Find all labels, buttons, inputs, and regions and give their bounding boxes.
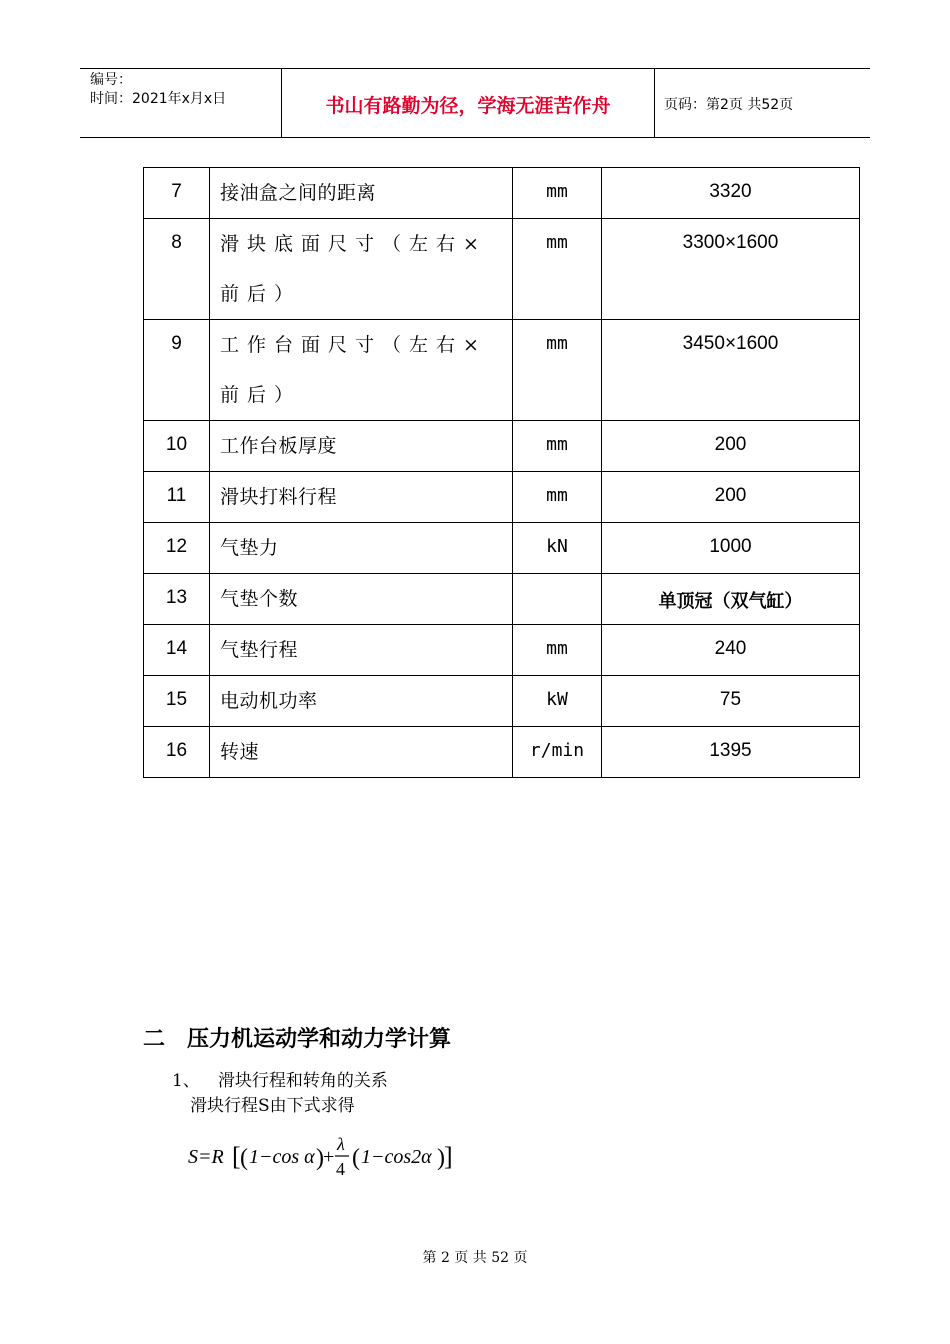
time-label: 时间：2021年x月x日 [90,91,227,107]
table-row [144,472,860,523]
row-name: 滑块底面尺寸（左右×前后） [210,219,513,320]
spec-table [143,167,860,778]
row-value: 3320 [602,168,860,219]
formula-lhs: S=R [188,1146,224,1168]
formula-term2: 1−cos2α [361,1146,432,1168]
formula-bracket-close: ] [444,1142,453,1171]
row-name: 气垫行程 [210,625,513,676]
table-row [144,676,860,727]
subsection-number: 1、 [172,1071,200,1091]
row-unit: mm [513,625,602,676]
row-unit: kW [513,676,602,727]
row-value: 200 [602,472,860,523]
subsection-title: 滑块行程和转角的关系 [217,1071,388,1091]
formula-paren-open: ( [240,1145,248,1171]
row-number: 7 [144,168,210,219]
row-unit: mm [513,472,602,523]
row-number: 16 [144,727,210,778]
row-name: 气垫力 [210,523,513,574]
row-number: 9 [144,320,210,421]
row-name: 工作台板厚度 [210,421,513,472]
row-name: 滑块打料行程 [210,472,513,523]
document-header [80,68,870,138]
row-unit: r/min [513,727,602,778]
row-name: 接油盒之间的距离 [210,168,513,219]
row-unit: kN [513,523,602,574]
row-unit: mm [513,168,602,219]
section-number: 二 [143,1027,166,1052]
formula-frac-den: 4 [336,1159,345,1179]
row-number: 11 [144,472,210,523]
header-motto: 书山有路勤为径，学海无涯苦作舟 [325,95,611,117]
formula-paren-close: ) [437,1145,445,1171]
formula-paren-open: ( [352,1145,360,1171]
row-value: 单顶冠（双气缸） [602,574,860,625]
row-number: 14 [144,625,210,676]
section-title: 压力机运动学和动力学计算 [187,1027,452,1052]
page-footer: 第 2 页 共 52 页 [422,1250,528,1266]
row-number: 12 [144,523,210,574]
row-unit: mm [513,219,602,320]
row-value: 3450×1600 [602,320,860,421]
section-heading [143,1022,451,1053]
row-value: 200 [602,421,860,472]
header-meta [90,71,226,109]
formula-bracket-open: [ [232,1142,241,1171]
formula-plus: + [323,1146,335,1168]
row-value: 1395 [602,727,860,778]
row-name: 电动机功率 [210,676,513,727]
row-value: 1000 [602,523,860,574]
header-page-info: 页码：第2页 共52页 [664,97,794,113]
row-unit: mm [513,320,602,421]
table-row [144,727,860,778]
row-value: 3300×1600 [602,219,860,320]
table-row [144,421,860,472]
table-row [144,219,860,320]
table-row [144,168,860,219]
formula-paren-close: ) [316,1145,324,1171]
row-number: 15 [144,676,210,727]
section-intro: 滑块行程S由下式求得 [190,1096,355,1116]
row-name: 转速 [210,727,513,778]
row-name: 气垫个数 [210,574,513,625]
formula-term1: 1−cos α [249,1146,315,1168]
table-row [144,574,860,625]
row-name: 工作台面尺寸（左右×前后） [210,320,513,421]
row-value: 75 [602,676,860,727]
table-row [144,625,860,676]
row-unit: mm [513,421,602,472]
table-row [144,523,860,574]
subsection-heading [172,1066,388,1091]
header-divider [654,69,655,137]
row-unit [513,574,602,625]
row-value: 240 [602,625,860,676]
row-number: 13 [144,574,210,625]
stroke-formula [188,1130,488,1185]
row-number: 8 [144,219,210,320]
formula-frac-num: λ [337,1134,345,1154]
row-number: 10 [144,421,210,472]
table-row [144,320,860,421]
code-label: 编号： [90,72,132,88]
